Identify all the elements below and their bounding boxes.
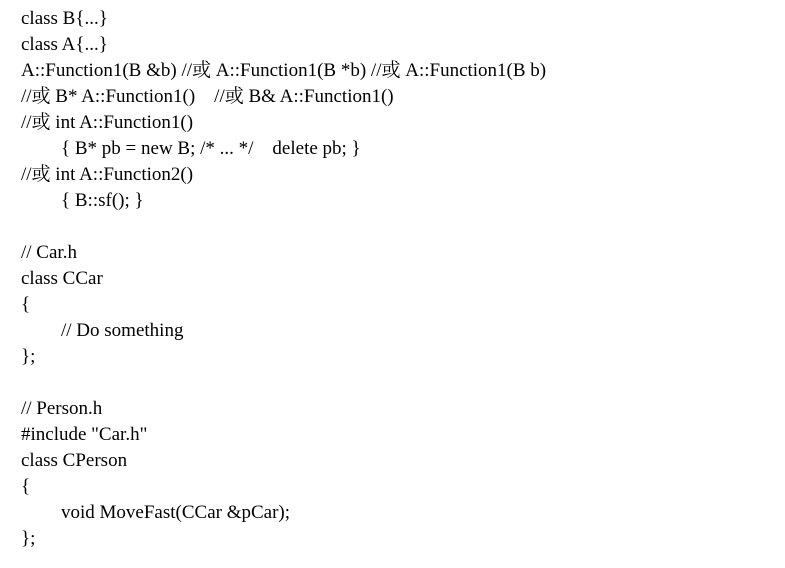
blank-line	[21, 370, 781, 396]
code-line: A::Function1(B &b) //或 A::Function1(B *b) //或 A::Function1(B b)	[21, 60, 547, 81]
code-line: class A{...}	[21, 34, 108, 55]
code-line: #include "Car.h"	[21, 424, 148, 445]
blank-line	[21, 214, 781, 240]
code-line-indented: { B* pb = new B; /* ... */ delete pb; }	[61, 138, 361, 159]
code-line: //或 int A::Function2()	[21, 164, 194, 185]
code-line: //或 B* A::Function1() //或 B& A::Function1()	[21, 86, 394, 107]
code-document	[21, 6, 781, 552]
code-line: // Car.h	[21, 242, 77, 263]
code-line-indented: // Do something	[61, 320, 184, 341]
code-line: };	[21, 528, 36, 549]
code-line: // Person.h	[21, 398, 103, 419]
code-line-indented: void MoveFast(CCar &pCar);	[61, 502, 291, 523]
code-line: class B{...}	[21, 8, 108, 29]
code-line: class CPerson	[21, 450, 128, 471]
code-line: {	[21, 294, 31, 315]
code-line-indented: { B::sf(); }	[61, 190, 144, 211]
code-line: class CCar	[21, 268, 103, 289]
code-line: //或 int A::Function1()	[21, 112, 194, 133]
code-line: };	[21, 346, 36, 367]
code-line: {	[21, 476, 31, 497]
